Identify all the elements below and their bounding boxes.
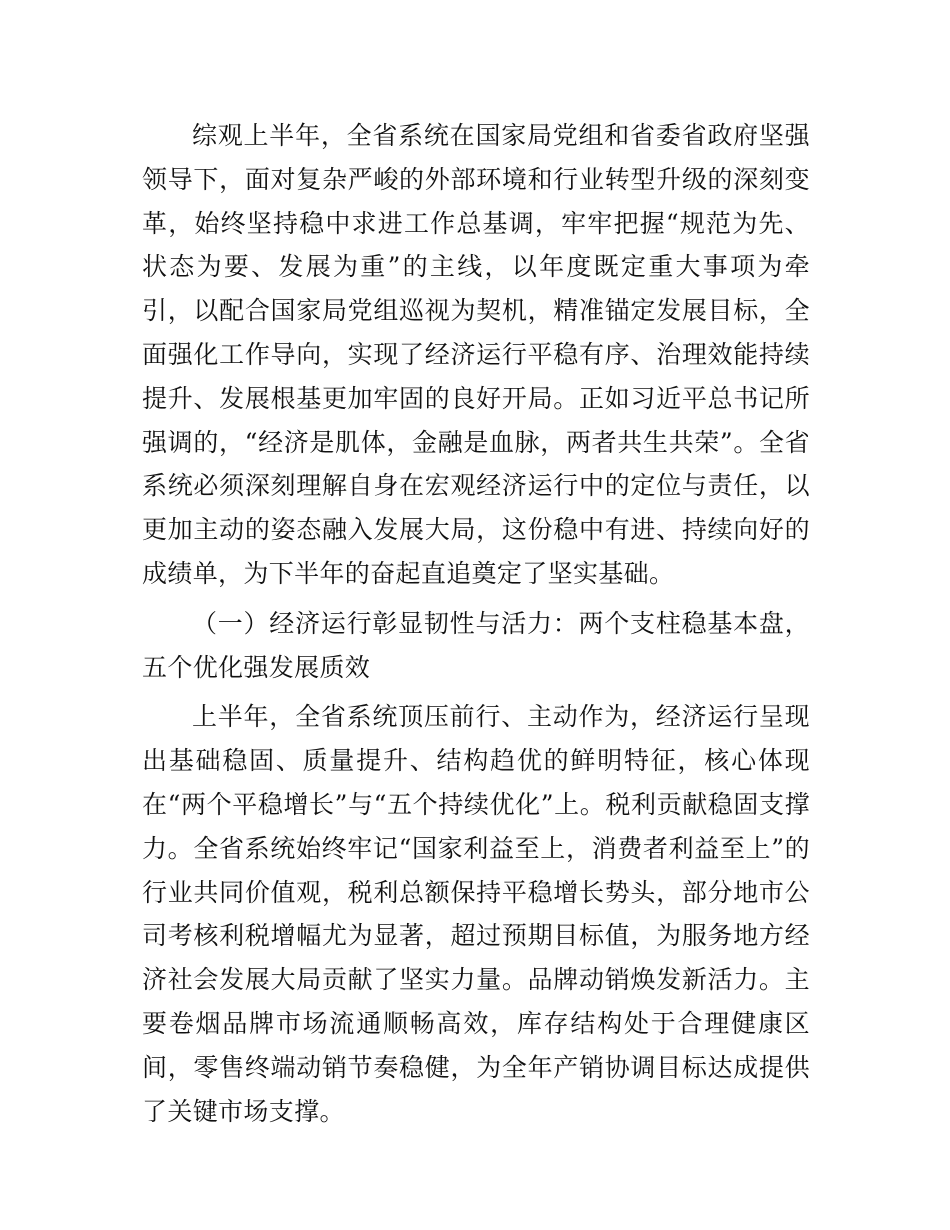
intro-paragraph: 综观上半年，全省系统在国家局党组和省委省政府坚强领导下，面对复杂严峻的外部环境和行业转型升级的深刻变革，始终坚持稳中求进工作总基调，牢牢把握“规范为先、状态为要、发展为重”的主线，以年度既定重大事项为牵引，以配合国家局党组巡视为契机，精准锚定发展目标，全面强化工作导向，实现了经济运行平稳有序、治理效能持续提升、发展根基更加牢固的良好开局。正如习近平总书记所强调的，“经济是肌体，金融是血脉，两者共生共荣”。全省系统必须深刻理解自身在宏观经济运行中的定位与责任，以更加主动的姿态融入发展大局，这份稳中有进、持续向好的成绩单，为下半年的奋起直追奠定了坚实基础。: [142, 121, 810, 588]
document-body: [142, 114, 810, 1139]
section-heading: （一）经济运行彰显韧性与活力：两个支柱稳基本盘，五个优化强发展质效: [142, 608, 810, 682]
body-paragraph: 上半年，全省系统顶压前行、主动作为，经济运行呈现出基础稳固、质量提升、结构趋优的鲜明特征，核心体现在“两个平稳增长”与“五个持续优化”上。税利贡献稳固支撑力。全省系统始终牢记“国家利益至上，消费者利益至上”的行业共同价值观，税利总额保持平稳增长势头，部分地市公司考核利税增幅尤为显著，超过预期目标值，为服务地方经济社会发展大局贡献了坚实力量。品牌动销焕发新活力。主要卷烟品牌市场流通顺畅高效，库存结构处于合理健康区间，零售终端动销节奏稳健，为全年产销协调目标达成提供了关键市场支撑。: [142, 702, 810, 1126]
